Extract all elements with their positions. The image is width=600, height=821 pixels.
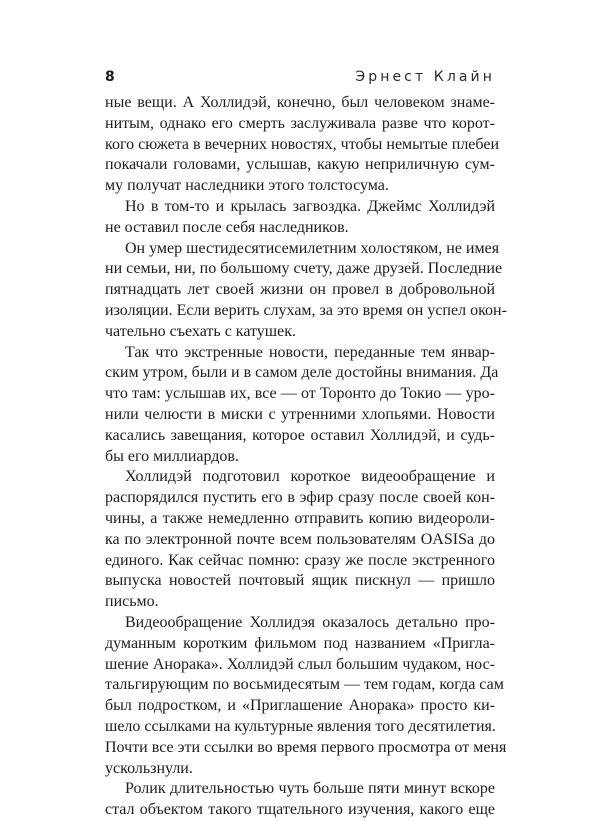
text-line: Холлидэй подготовил короткое видеообращение и [125,468,495,486]
text-line: думанным коротким фильмом под названием «Пригла- [105,634,495,652]
text-line: ные вещи. А Холлидэй, конечно, был человеком знаме- [105,94,495,111]
text-line: единого. Как сейчас помню: сразу же после экстренного [105,551,495,569]
text-line: Но в том-то и крылась загвоздка. Джеймс Холлидэй [125,197,495,215]
body-text [105,93,507,821]
text-line: пятнадцать лет своей жизни он провел в добровольной [105,281,495,299]
text-line: шело ссылками на культурные явления того десятилетия. [105,717,496,735]
text-line: ским утром, были и в самом деле достойны внимания. Да [105,364,499,382]
text-line: тальгирующим по восьмидесятым — тем годам, когда сам [105,676,504,694]
text-line: письмо. [105,593,159,611]
text-line: Так что экстренные новости, переданные тем январ- [125,343,495,361]
page-number: 8 [105,69,115,85]
text-line: касались завещания, которое оставил Холлидэй, и судь- [105,426,495,444]
text-line: ка по электронной почте всем пользователям OASISа до [105,530,495,548]
paragraph [105,467,495,613]
text-line: был подростком, и «Приглашение Анорака» просто ки- [105,697,495,715]
text-line: кого сюжета в вечерних новостях, чтобы немытые плебеи [105,135,499,153]
text-line: шение Анорака». Холлидэй слыл большим чудаком, нос- [105,655,495,673]
text-line: стал объектом такого тщательного изучения, какого еще [105,801,495,819]
text-line: Почти все эти ссылки во время первого просмотра от меня [105,738,507,756]
page-header [105,67,495,93]
text-line: Он умер шестидесятисемилетним холостяком, не имея [125,239,500,257]
text-line: распорядился пустить его в эфир сразу после своей кон- [105,489,495,507]
text-line: му получат наследники этого толстосума. [105,177,389,195]
paragraph [105,613,507,779]
text-line: Видеообращение Холлидэя оказалось детально про- [125,613,495,631]
text-line: ни семьи, ни, по большому счету, даже друзей. Последние [105,260,503,278]
text-line: нили челюсти в миски с утренними хлопьями. Новости [105,405,495,423]
text-line: выпуска новостей почтовый ящик пискнул — пришло [105,572,495,590]
paragraph [105,239,507,343]
text-line: ускользнули. [105,759,193,777]
paragraph [105,197,495,239]
paragraph [105,343,499,468]
running-head-author: Эрнест Клайн [355,69,495,85]
text-line: не оставил после себя наследников. [105,218,349,236]
text-line: бы его миллиардов. [105,447,239,465]
text-line: Ролик длительностью чуть больше пяти минут вскоре [125,780,495,798]
text-line: покачали головами, услышав, какую неприличную сум- [105,156,495,174]
text-line: нитым, однако его смерть заслуживала разве что корот- [105,114,495,132]
text-line: чины, а также немедленно отправить копию видеороли- [105,509,495,527]
paragraph [105,93,499,197]
text-line: что там: услышав их, все — от Торонто до Токио — уро- [105,385,495,403]
text-line: чательно съехать с катушек. [105,322,296,340]
paragraph [105,779,495,821]
text-line: изоляции. Если верить слухам, за это время он успел окон- [105,301,507,319]
